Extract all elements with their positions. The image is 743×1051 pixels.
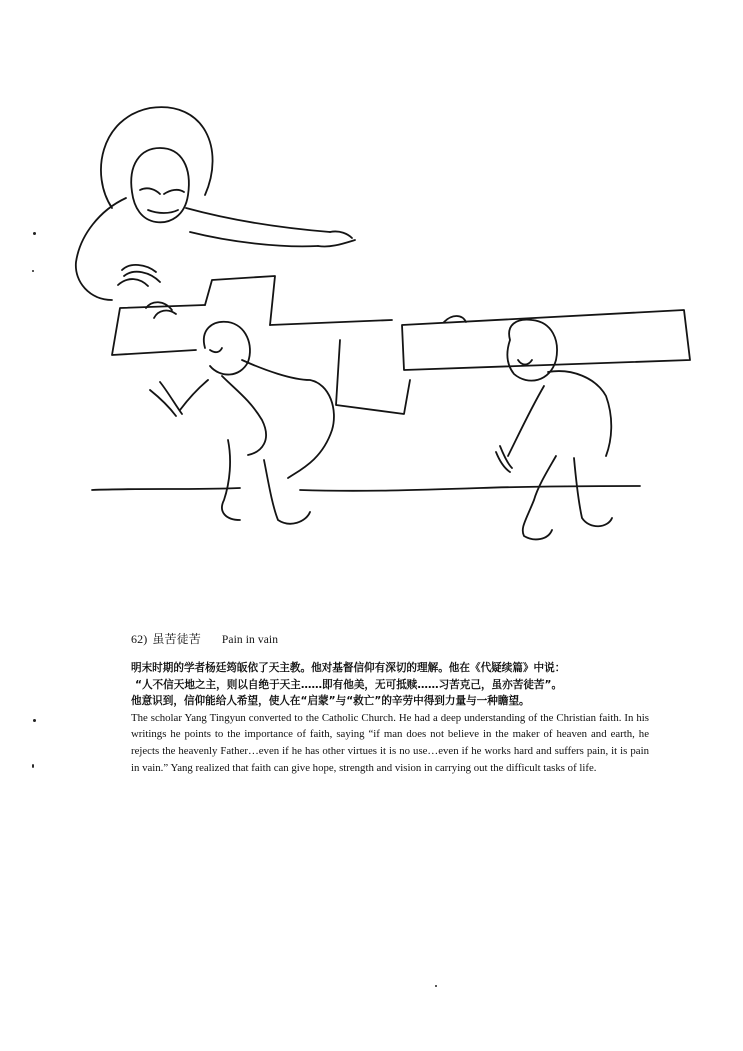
- christ-figure: [76, 107, 355, 318]
- christ-hand-pointing: [318, 231, 355, 246]
- ground-right: [300, 486, 640, 491]
- chinese-line: 他意识到，信仰能给人希望，使人在“启蒙”与“救亡”的辛劳中得到力量与一种瞻望。: [131, 695, 530, 708]
- scan-mark: [33, 232, 36, 235]
- caption-english-title: Pain in vain: [221, 634, 279, 646]
- kneeling-man: [150, 322, 334, 524]
- beam: [402, 310, 690, 370]
- text-block: [131, 660, 649, 776]
- cross: [112, 276, 410, 414]
- scan-mark: [33, 719, 36, 722]
- halo: [101, 107, 213, 208]
- scan-mark: [32, 764, 34, 768]
- walking-man: [496, 320, 612, 540]
- ground-left: [92, 488, 240, 490]
- caption-chinese-title: 虽苦徒苦: [152, 632, 201, 646]
- chinese-line: “人不信天地之主，则以自绝于天主……即有他美，无可抵赎……习苦克己，虽亦苦徒苦”。: [135, 678, 563, 691]
- christ-arm-right: [186, 208, 330, 232]
- scan-mark: [32, 270, 34, 272]
- caption-number: 62): [131, 632, 148, 646]
- english-paragraph: The scholar Yang Tingyun converted to the Catholic Church. He had a deep understanding of the Christian faith. In his writings he points to the importance of faith, saying “if man does not believe in the maker of heaven and earth, he rejects the heavenly Father…even if he has other virtues it is no use…even if he works hard and suffers pain, it is pain in vain.” Yang realized that faith can give hope, strength and vision in carrying out the difficult tasks of life.: [131, 711, 649, 774]
- scan-mark: [435, 985, 437, 987]
- chinese-line: 明末时期的学者杨廷筠皈依了天主教。他对基督信仰有深切的理解。他在《代疑续篇》中说：: [131, 662, 566, 674]
- caption-line: [131, 630, 278, 647]
- christ-head: [131, 148, 189, 222]
- christ-hand-left: [118, 265, 160, 286]
